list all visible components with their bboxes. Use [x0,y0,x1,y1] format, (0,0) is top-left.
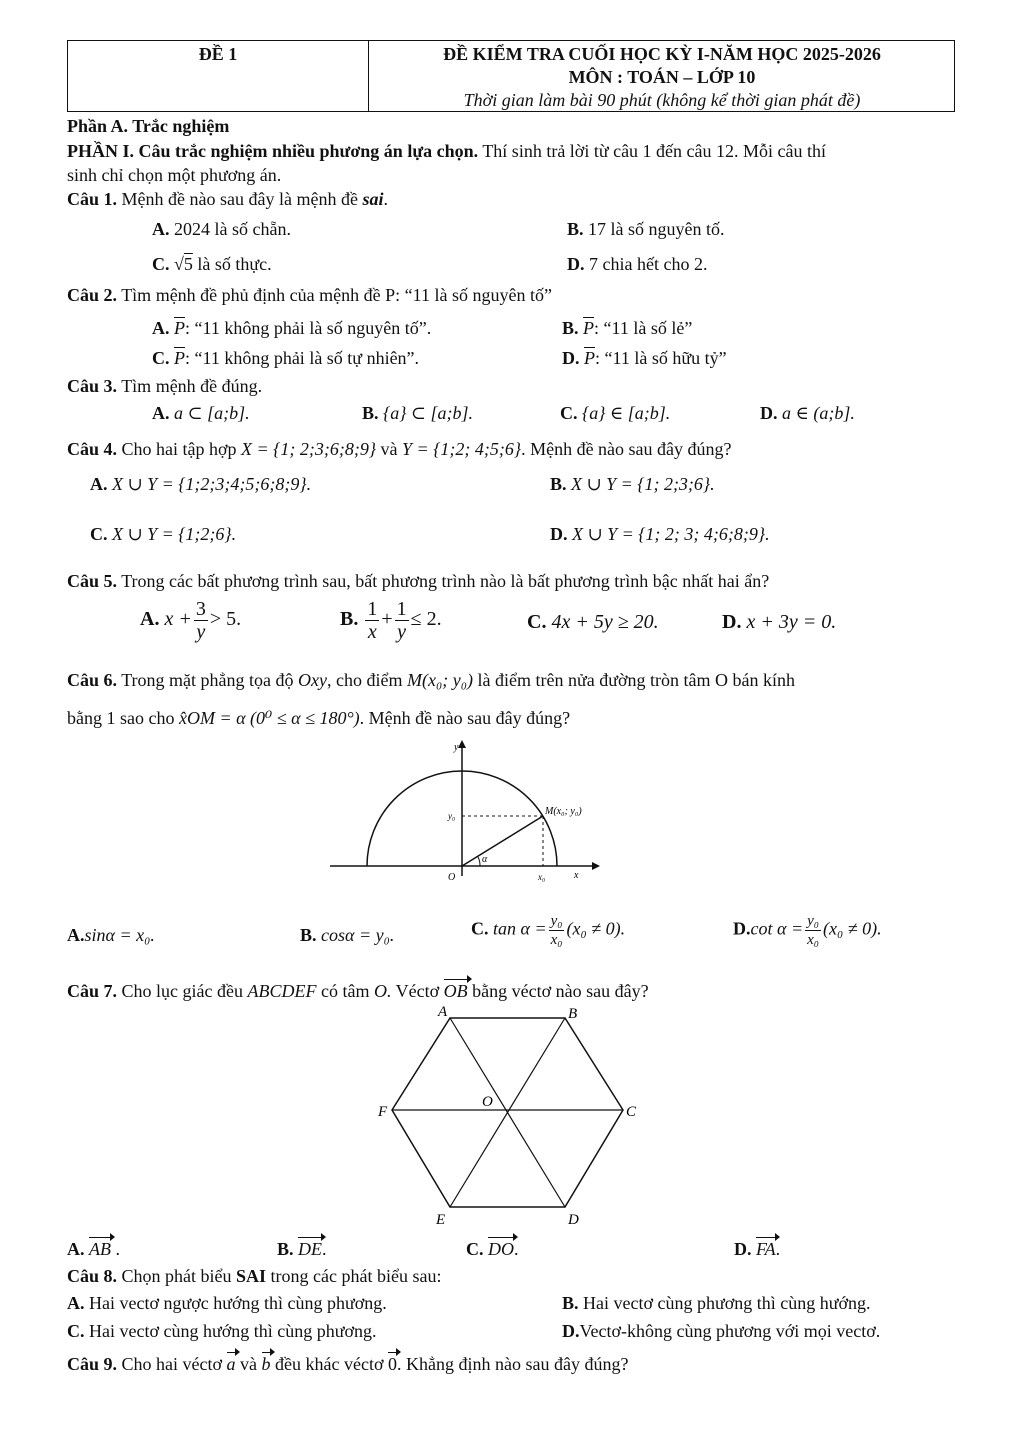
q7-center: O. [373,981,392,1001]
q1-label: Câu 1. [67,189,118,209]
exam-code: ĐỀ 1 [198,44,238,64]
q4-text1: Cho hai tập hợp [117,439,242,459]
option-letter: C. [527,611,547,633]
option-letter: C. [471,918,489,939]
question-9 [67,1354,628,1375]
q4-d-text: X ∪ Y = {1; 2; 3; 4;6;8;9}. [572,524,770,544]
vertex-a-label: A [438,1004,448,1020]
part1-line2: sinh chỉ chọn một phương án. [67,165,282,185]
q6-point: M(x₀; y₀) [407,670,473,690]
q7-option-a[interactable]: A. AB . [67,1239,120,1259]
option-letter: D. [722,611,742,633]
q7-c-vector: DO [488,1239,514,1259]
exam-title: ĐỀ KIỂM TRA CUỐI HỌC KỲ I-NĂM HỌC 2025-2026 [443,44,881,64]
exam-header [67,40,955,112]
fraction-numerator: y₀ [807,913,819,929]
q1-end: . [383,189,388,209]
q5-option-d[interactable] [722,611,836,634]
origin-label: O [448,872,456,883]
q1-c-root: 5 [183,254,193,274]
y-axis-arrow [458,740,466,748]
option-letter: C. [560,403,578,423]
question-6 [67,670,795,691]
q6-c-post: (x₀ ≠ 0). [566,918,626,939]
q3-b-text: {a} ⊂ [a;b]. [383,403,473,423]
q5-text: Trong các bất phương trình sau, bất phương trình nào là bất phương trình bậc nhất hai ẩn? [117,571,770,591]
section-title: Phần A. Trắc nghiệm [67,116,230,136]
q1-option-a[interactable] [152,219,291,240]
vertex-f-label: F [378,1104,388,1120]
q1-emph: sai [362,189,384,209]
q1-a-text: 2024 là số chẵn. [174,219,291,239]
option-letter: C. [67,1321,85,1341]
option-letter: C. [90,524,108,544]
exam-time: Thời gian làm bài 90 phút (không kể thời gian phát đề) [463,90,861,110]
option-letter: D. [550,524,568,544]
q9-label: Câu 9. [67,1354,118,1374]
q6-d-pre: cot α = [750,918,804,939]
option-letter: A. [67,1239,85,1259]
q1-option-d[interactable] [567,254,707,275]
option-letter: A. [140,608,160,631]
q8-text1: Chọn phát biểu [117,1266,237,1286]
q5-d-text: x + 3y = 0. [746,611,837,633]
q3-option-c[interactable] [560,403,670,424]
q5-option-a[interactable] [140,598,241,643]
vertex-c-label: C [626,1104,637,1120]
q7-b-vector: DE [298,1239,323,1259]
option-letter: A. [90,474,108,494]
q3-option-d[interactable] [760,403,855,424]
q3-label: Câu 3. [67,376,118,396]
option-letter: C. [466,1239,484,1259]
q4-option-a[interactable] [90,474,311,495]
q1-d-text: 7 chia hết cho 2. [589,254,708,274]
question-1 [67,189,388,210]
part1-text: Thí sinh trả lời từ câu 1 đến câu 12. Mỗi câu thí [478,141,827,161]
q7-shape: ABCDEF [247,981,317,1001]
q8-b-text: Hai vectơ cùng phương thì cùng hướng. [583,1293,871,1313]
q8-text2: trong các phát biểu sau: [266,1266,442,1286]
option-letter: D. [567,254,585,274]
q9-and: và [235,1354,262,1374]
q9-zero-vector: 0 [387,1354,397,1374]
q3-option-a[interactable] [152,403,250,424]
q6-c-pre: tan α = [493,918,547,939]
x-axis-label: x [574,870,579,881]
option-letter: D. [562,348,580,368]
q7-label: Câu 7. [67,981,118,1001]
q4-label: Câu 4. [67,439,118,459]
q8-option-c[interactable] [67,1321,377,1342]
question-4 [67,439,732,460]
q5-c-text: 4x + 5y ≥ 20. [551,611,659,633]
q8-c-text: Hai vectơ cùng hướng thì cùng phương. [89,1321,377,1341]
option-letter: D. [760,403,778,423]
q2-text: Tìm mệnh đề phủ định của mệnh đề P: “11 là số nguyên tố” [117,285,552,305]
q8-d-text: Vectơ-không cùng phương với mọi vectơ. [579,1321,881,1341]
option-letter: B. [567,219,584,239]
q5-option-c[interactable] [527,611,659,634]
option-letter: B. [340,608,359,631]
q1-b-text: 17 là số nguyên tố. [588,219,725,239]
q4-option-d[interactable] [550,524,770,545]
q8-option-a[interactable] [67,1293,387,1314]
q6-d-post: (x₀ ≠ 0). [822,918,882,939]
option-letter: A. [67,925,85,945]
question-3 [67,376,262,397]
q3-d-text: a ∈ (a;b]. [782,403,855,423]
q2-option-c[interactable] [152,348,419,369]
alpha-label: α [482,854,488,865]
fraction [549,912,565,949]
option-letter: D. [734,1239,752,1259]
option-letter: B. [562,318,579,338]
q9-vector-a: a [226,1354,236,1374]
q6-line2a: bằng 1 sao cho [67,708,179,728]
q4-b-text: X ∪ Y = {1; 2;3;6}. [571,474,715,494]
option-letter: B. [300,925,317,945]
p-bar-symbol: $\overline{P}$ [583,318,595,338]
q4-option-b[interactable] [550,474,715,495]
option-letter: A. [67,1293,85,1313]
q4-option-c[interactable] [90,524,236,545]
option-letter: D. [562,1321,580,1341]
q2-d-text: : “11 là số hữu tỷ” [595,348,727,368]
option-letter: C. [152,348,170,368]
center-o-label: O [482,1094,493,1110]
q6-text1: Trong mặt phẳng tọa độ [117,670,299,690]
q2-option-b[interactable] [562,318,692,339]
q2-label: Câu 2. [67,285,118,305]
x0-label: x₀ [538,872,546,882]
fraction: $\frac{1}{x}$ [367,598,378,643]
option-letter: A. [152,219,170,239]
q3-option-b[interactable] [362,403,473,424]
q6-label: Câu 6. [67,670,118,690]
option-letter: B. [562,1293,579,1313]
q6-oxy: Oxy [298,670,328,690]
q6-text3: là điểm trên nửa đường tròn tâm O bán kính [472,670,795,690]
option-letter: B. [550,474,567,494]
p-bar-symbol: $\overline{P}$ [584,348,595,368]
q4-text2: . Mệnh đề nào sau đây đúng? [521,439,732,459]
q5-label: Câu 5. [67,571,118,591]
q8-label: Câu 8. [67,1266,118,1286]
q1-option-b[interactable] [567,219,725,240]
q1-text: Mệnh đề nào sau đây là mệnh đề [117,189,363,209]
fraction: $\frac{3}{y}$ [195,598,206,643]
question-2 [67,285,552,306]
q9-text2: đều khác véctơ [270,1354,388,1374]
vertex-b-label: B [568,1006,578,1022]
q6-b-text: cosα = y₀. [321,925,395,945]
q3-c-text: {a} ∈ [a;b]. [582,403,671,423]
q4-set-x: X = {1; 2;3;6;8;9} [241,439,377,459]
q4-c-text: X ∪ Y = {1;2;6}. [112,524,237,544]
x-axis-arrow [592,862,600,870]
q4-a-text: X ∪ Y = {1;2;3;4;5;6;8;9}. [112,474,312,494]
fraction-numerator: y₀ [550,913,563,929]
exam-subject: MÔN : TOÁN – LỚP 10 [568,67,756,87]
q2-option-d[interactable] [562,348,727,369]
q7-text3: Véctơ [391,981,444,1001]
point-m-label: M(x₀; y₀) [545,806,582,817]
q8-emph: SAI [236,1266,267,1286]
question-6-line2 [67,708,570,729]
q6-option-a[interactable] [67,925,155,946]
q5-b-tail: ≤ 2. [410,608,442,631]
y-axis-label: y [454,742,459,753]
question-7 [67,981,649,1002]
q7-d-vector: FA [756,1239,776,1259]
q9-vector-b: b [261,1354,271,1374]
q2-c-text: : “11 không phải là số tự nhiên”. [185,348,420,368]
q5-a-x: x + [164,608,192,631]
y0-label: y₀ [448,811,456,821]
q6-angle: x̂OM = α (0⁰ ≤ α ≤ 180°) [178,708,360,728]
fraction-denominator: x₀ [550,932,563,948]
q6-option-d[interactable] [733,912,882,949]
hexagon-figure [370,1002,650,1234]
q7-option-c[interactable]: C. DO. [466,1239,519,1259]
q8-a-text: Hai vectơ ngược hướng thì cùng phương. [89,1293,387,1313]
option-letter: A. [152,318,170,338]
p-bar-symbol: $\overline{P}$ [174,348,185,368]
fraction: $\frac{1}{y}$ [396,598,407,643]
q5-option-b[interactable]: B. $\frac{1}{x}$ + $\frac{1}{y}$ ≤ 2. [340,598,442,643]
semicircle-figure [330,738,600,888]
q9-text3: . Khẳng định nào sau đây đúng? [396,1354,629,1374]
option-letter: B. [277,1239,294,1259]
q7-vector: OB [443,981,468,1001]
q7-a-vector: AB [89,1239,111,1259]
q7-text4: bằng véctơ nào sau đây? [467,981,649,1001]
fraction-denominator: x₀ [807,932,819,948]
q3-a-text: a ⊂ [a;b]. [174,403,250,423]
option-letter: B. [362,403,379,423]
q6-line2b: . Mệnh đề nào sau đây đúng? [359,708,571,728]
om-segment [462,816,543,866]
q1-c-text: là số thực. [192,254,272,274]
q2-a-text: : “11 không phải là số nguyên tố”. [185,318,432,338]
q6-option-b[interactable] [300,925,394,946]
q6-text2: , cho điểm [327,670,407,690]
p-bar-symbol: $\overline{P}$ [174,318,185,338]
q5-a-tail: > 5. [209,608,242,631]
q8-option-d[interactable] [562,1321,880,1342]
option-letter: A. [152,403,170,423]
q6-a-text: sinα = x₀. [84,925,155,945]
q3-text: Tìm mệnh đề đúng. [117,376,263,396]
q4-set-y: Y = {1;2; 4;5;6} [402,439,522,459]
option-letter: C. [152,254,170,274]
q1-option-c[interactable] [152,254,272,275]
q4-and: và [376,439,403,459]
q9-text1: Cho hai véctơ [117,1354,227,1374]
question-8 [67,1266,441,1287]
question-5 [67,571,769,592]
part1-instructions [67,141,826,162]
q2-b-text: : “11 là số lẻ” [594,318,693,338]
vertex-d-label: D [568,1212,579,1228]
q7-text2: có tâm [316,981,374,1001]
q7-option-b[interactable]: B. DE. [277,1239,327,1259]
part1-heading: PHẦN I. Câu trắc nghiệm nhiều phương án lựa chọn. [67,141,479,161]
q7-option-d[interactable]: D. FA. [734,1239,781,1259]
alpha-arc [478,857,480,866]
q8-option-b[interactable] [562,1293,871,1314]
fraction [805,912,821,949]
vertex-e-label: E [436,1212,446,1228]
q2-option-a[interactable] [152,318,431,339]
q6-option-c[interactable] [471,912,625,949]
q7-text1: Cho lục giác đều [117,981,248,1001]
option-letter: D. [733,918,751,939]
sqrt-icon: √ [174,254,184,274]
